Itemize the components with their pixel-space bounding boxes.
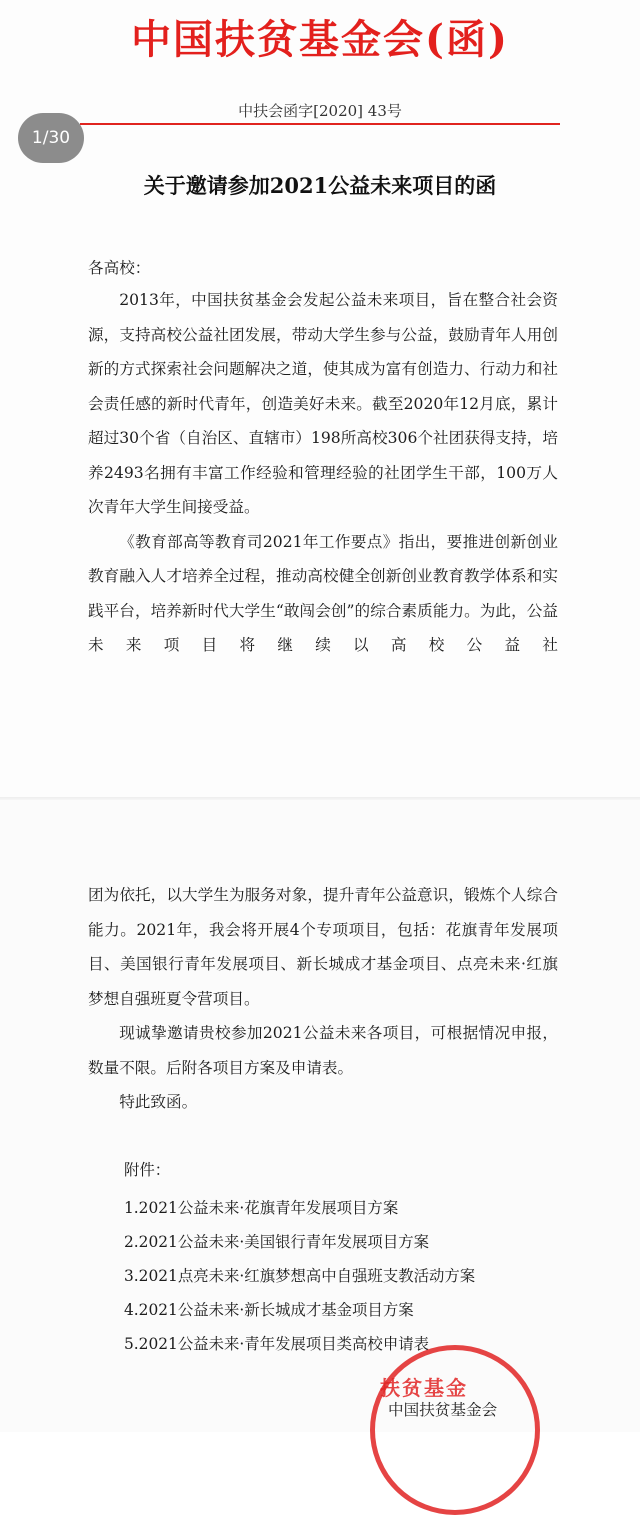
attachment-item: 3.2021点亮未来·红旗梦想高中自强班支教活动方案 bbox=[124, 1267, 476, 1285]
document-title: 关于邀请参加2021公益未来项目的函 bbox=[143, 173, 497, 198]
attachment-item: 5.2021公益未来·青年发展项目类高校申请表 bbox=[124, 1335, 429, 1353]
page-indicator-badge[interactable]: 1/30 bbox=[18, 113, 84, 163]
document-number: 中扶会函字[2020] 43号 bbox=[238, 102, 402, 120]
paragraph: 《教育部高等教育司2021年工作要点》指出，要推进创新创业教育融入人才培养全过程，推动高校健全创新创业教育教学体系和实践平台，培养新时代大学生“敢闯会创”的综合素质能力。为此，公益未来项目将继续以高校公益社 bbox=[88, 532, 558, 654]
attachments-title: 附件： bbox=[124, 1161, 171, 1179]
attachments-list bbox=[124, 1158, 475, 1361]
paragraph: 2013年，中国扶贫基金会发起公益未来项目，旨在整合社会资源，支持高校公益社团发展，带动大学生参与公益，鼓励青年人用创新的方式探索社会问题解决之道，使其成为富有创造力、行动力和社会责任感的新时代青年，创造美好未来。截至2020年12月底，累计超过30个省（自治区、直辖市）198所高校306个社团获得支持，培养2493名拥有丰富工作经验和管理经验的社团学生干部，100万人次青年大学生间接受益。 bbox=[88, 291, 558, 516]
page2-body bbox=[88, 878, 558, 1120]
letterhead-red-rule bbox=[80, 123, 560, 125]
paragraph: 团为依托，以大学生为服务对象，提升青年公益意识，锻炼个人综合能力。2021年，我会将开展4个专项项目，包括：花旗青年发展项目、美国银行青年发展项目、新长城成才基金项目、点亮未来·红旗梦想自强班夏令营项目。 bbox=[88, 886, 558, 1008]
official-seal-stamp bbox=[370, 1345, 540, 1515]
official-seal-text: 扶贫基金 bbox=[380, 1376, 468, 1400]
paragraph: 特此致函。 bbox=[119, 1093, 198, 1111]
signature-organization: 中国扶贫基金会 bbox=[388, 1401, 498, 1419]
attachment-item: 2.2021公益未来·美国银行青年发展项目方案 bbox=[124, 1233, 429, 1251]
letterhead: 中国扶贫基金会(函) bbox=[131, 16, 509, 63]
attachment-item: 4.2021公益未来·新长城成才基金项目方案 bbox=[124, 1301, 414, 1319]
attachment-item: 1.2021公益未来·花旗青年发展项目方案 bbox=[124, 1199, 399, 1217]
salutation: 各高校： bbox=[88, 259, 151, 277]
page1-body bbox=[88, 283, 558, 663]
paragraph: 现诚挚邀请贵校参加2021公益未来各项目，可根据情况申报，数量不限。后附各项目方案及申请表。 bbox=[88, 1024, 558, 1077]
